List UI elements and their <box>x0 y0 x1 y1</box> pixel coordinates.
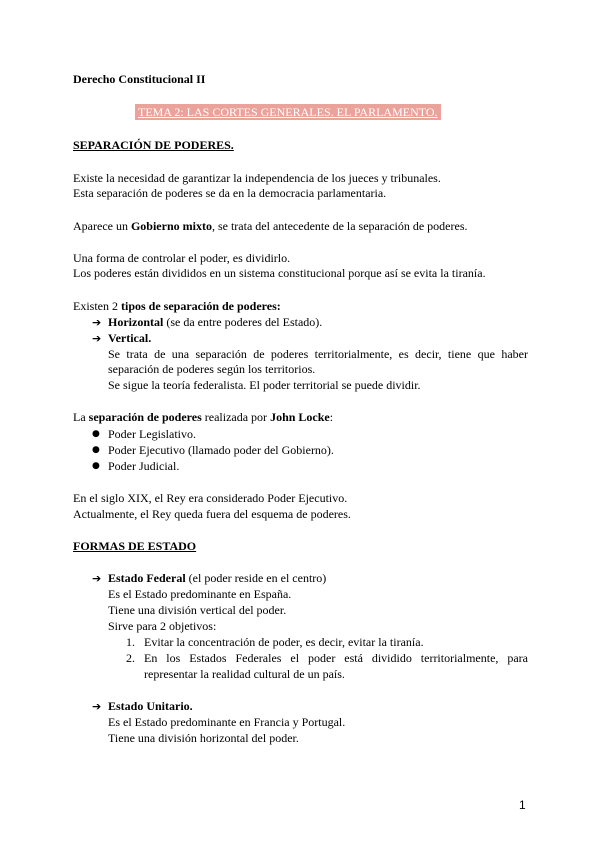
arrow-bullet-icon: ➔ <box>92 332 102 345</box>
paragraph-line: Es el Estado predominante en Francia y Portugal. <box>108 715 346 729</box>
list-item: En los Estados Federales el poder está dividido territorialmente, para <box>144 651 528 665</box>
paragraph-line: Los poderes están divididos en un sistema constitucional porque así se evita la tiranía. <box>73 266 486 280</box>
paragraph-line: En el siglo XIX, el Rey era considerado Poder Ejecutivo. <box>73 491 348 505</box>
paragraph-line: Una forma de controlar el poder, es dividirlo. <box>73 251 291 265</box>
list-item-horizontal: Horizontal (se da entre poderes del Estado). <box>108 315 323 329</box>
paragraph-tipos: Existen 2 tipos de separación de poderes: <box>73 299 281 313</box>
paragraph-line: Existe la necesidad de garantizar la independencia de los jueces y tribunales. <box>73 171 441 185</box>
bullet-icon: ● <box>92 461 100 471</box>
paragraph-gobierno-mixto: Aparece un Gobierno mixto, se trata del antecedente de la separación de poderes. <box>73 219 468 233</box>
paragraph-line: Esta separación de poderes se da en la democracia parlamentaria. <box>73 186 387 200</box>
document-title: TEMA 2: LAS CORTES GENERALES. EL PARLAMENTO. <box>135 105 441 120</box>
page-number: 1 <box>519 798 526 812</box>
paragraph-line: Actualmente, el Rey queda fuera del esquema de poderes. <box>73 507 351 521</box>
paragraph-line: Sirve para 2 objetivos: <box>108 619 217 633</box>
section-heading-separacion: SEPARACIÓN DE PODERES. <box>73 138 234 152</box>
list-item: Poder Ejecutivo (llamado poder del Gobierno). <box>108 443 334 457</box>
arrow-bullet-icon: ➔ <box>92 572 102 585</box>
list-item-estado-unitario: Estado Unitario. <box>108 699 193 713</box>
paragraph-line: Tiene una división vertical del poder. <box>108 603 287 617</box>
bullet-icon: ● <box>92 429 100 439</box>
paragraph-line: Tiene una división horizontal del poder. <box>108 731 299 745</box>
bullet-icon: ● <box>92 445 100 455</box>
list-item: Poder Legislativo. <box>108 427 196 441</box>
arrow-bullet-icon: ➔ <box>92 700 102 713</box>
list-number: 1. <box>126 635 135 649</box>
list-item: Evitar la concentración de poder, es decir, evitar la tiranía. <box>144 635 424 649</box>
list-item-continuation: representar la realidad cultural de un país. <box>144 667 345 681</box>
paragraph-line: Se sigue la teoría federalista. El poder territorial se puede dividir. <box>108 378 421 392</box>
paragraph-line: separación de poderes según los territorios. <box>108 362 316 376</box>
arrow-bullet-icon: ➔ <box>92 316 102 329</box>
list-item-vertical: Vertical. <box>108 331 152 345</box>
paragraph-locke: La separación de poderes realizada por John Locke: <box>73 410 334 424</box>
paragraph-line: Se trata de una separación de poderes territorialmente, es decir, tiene que haber <box>108 347 528 361</box>
list-item: Poder Judicial. <box>108 459 180 473</box>
document-subject: Derecho Constitucional II <box>73 72 206 86</box>
list-number: 2. <box>126 651 135 665</box>
section-heading-formas: FORMAS DE ESTADO <box>73 539 197 553</box>
list-item-estado-federal: Estado Federal (el poder reside en el centro) <box>108 571 327 585</box>
paragraph-line: Es el Estado predominante en España. <box>108 587 292 601</box>
